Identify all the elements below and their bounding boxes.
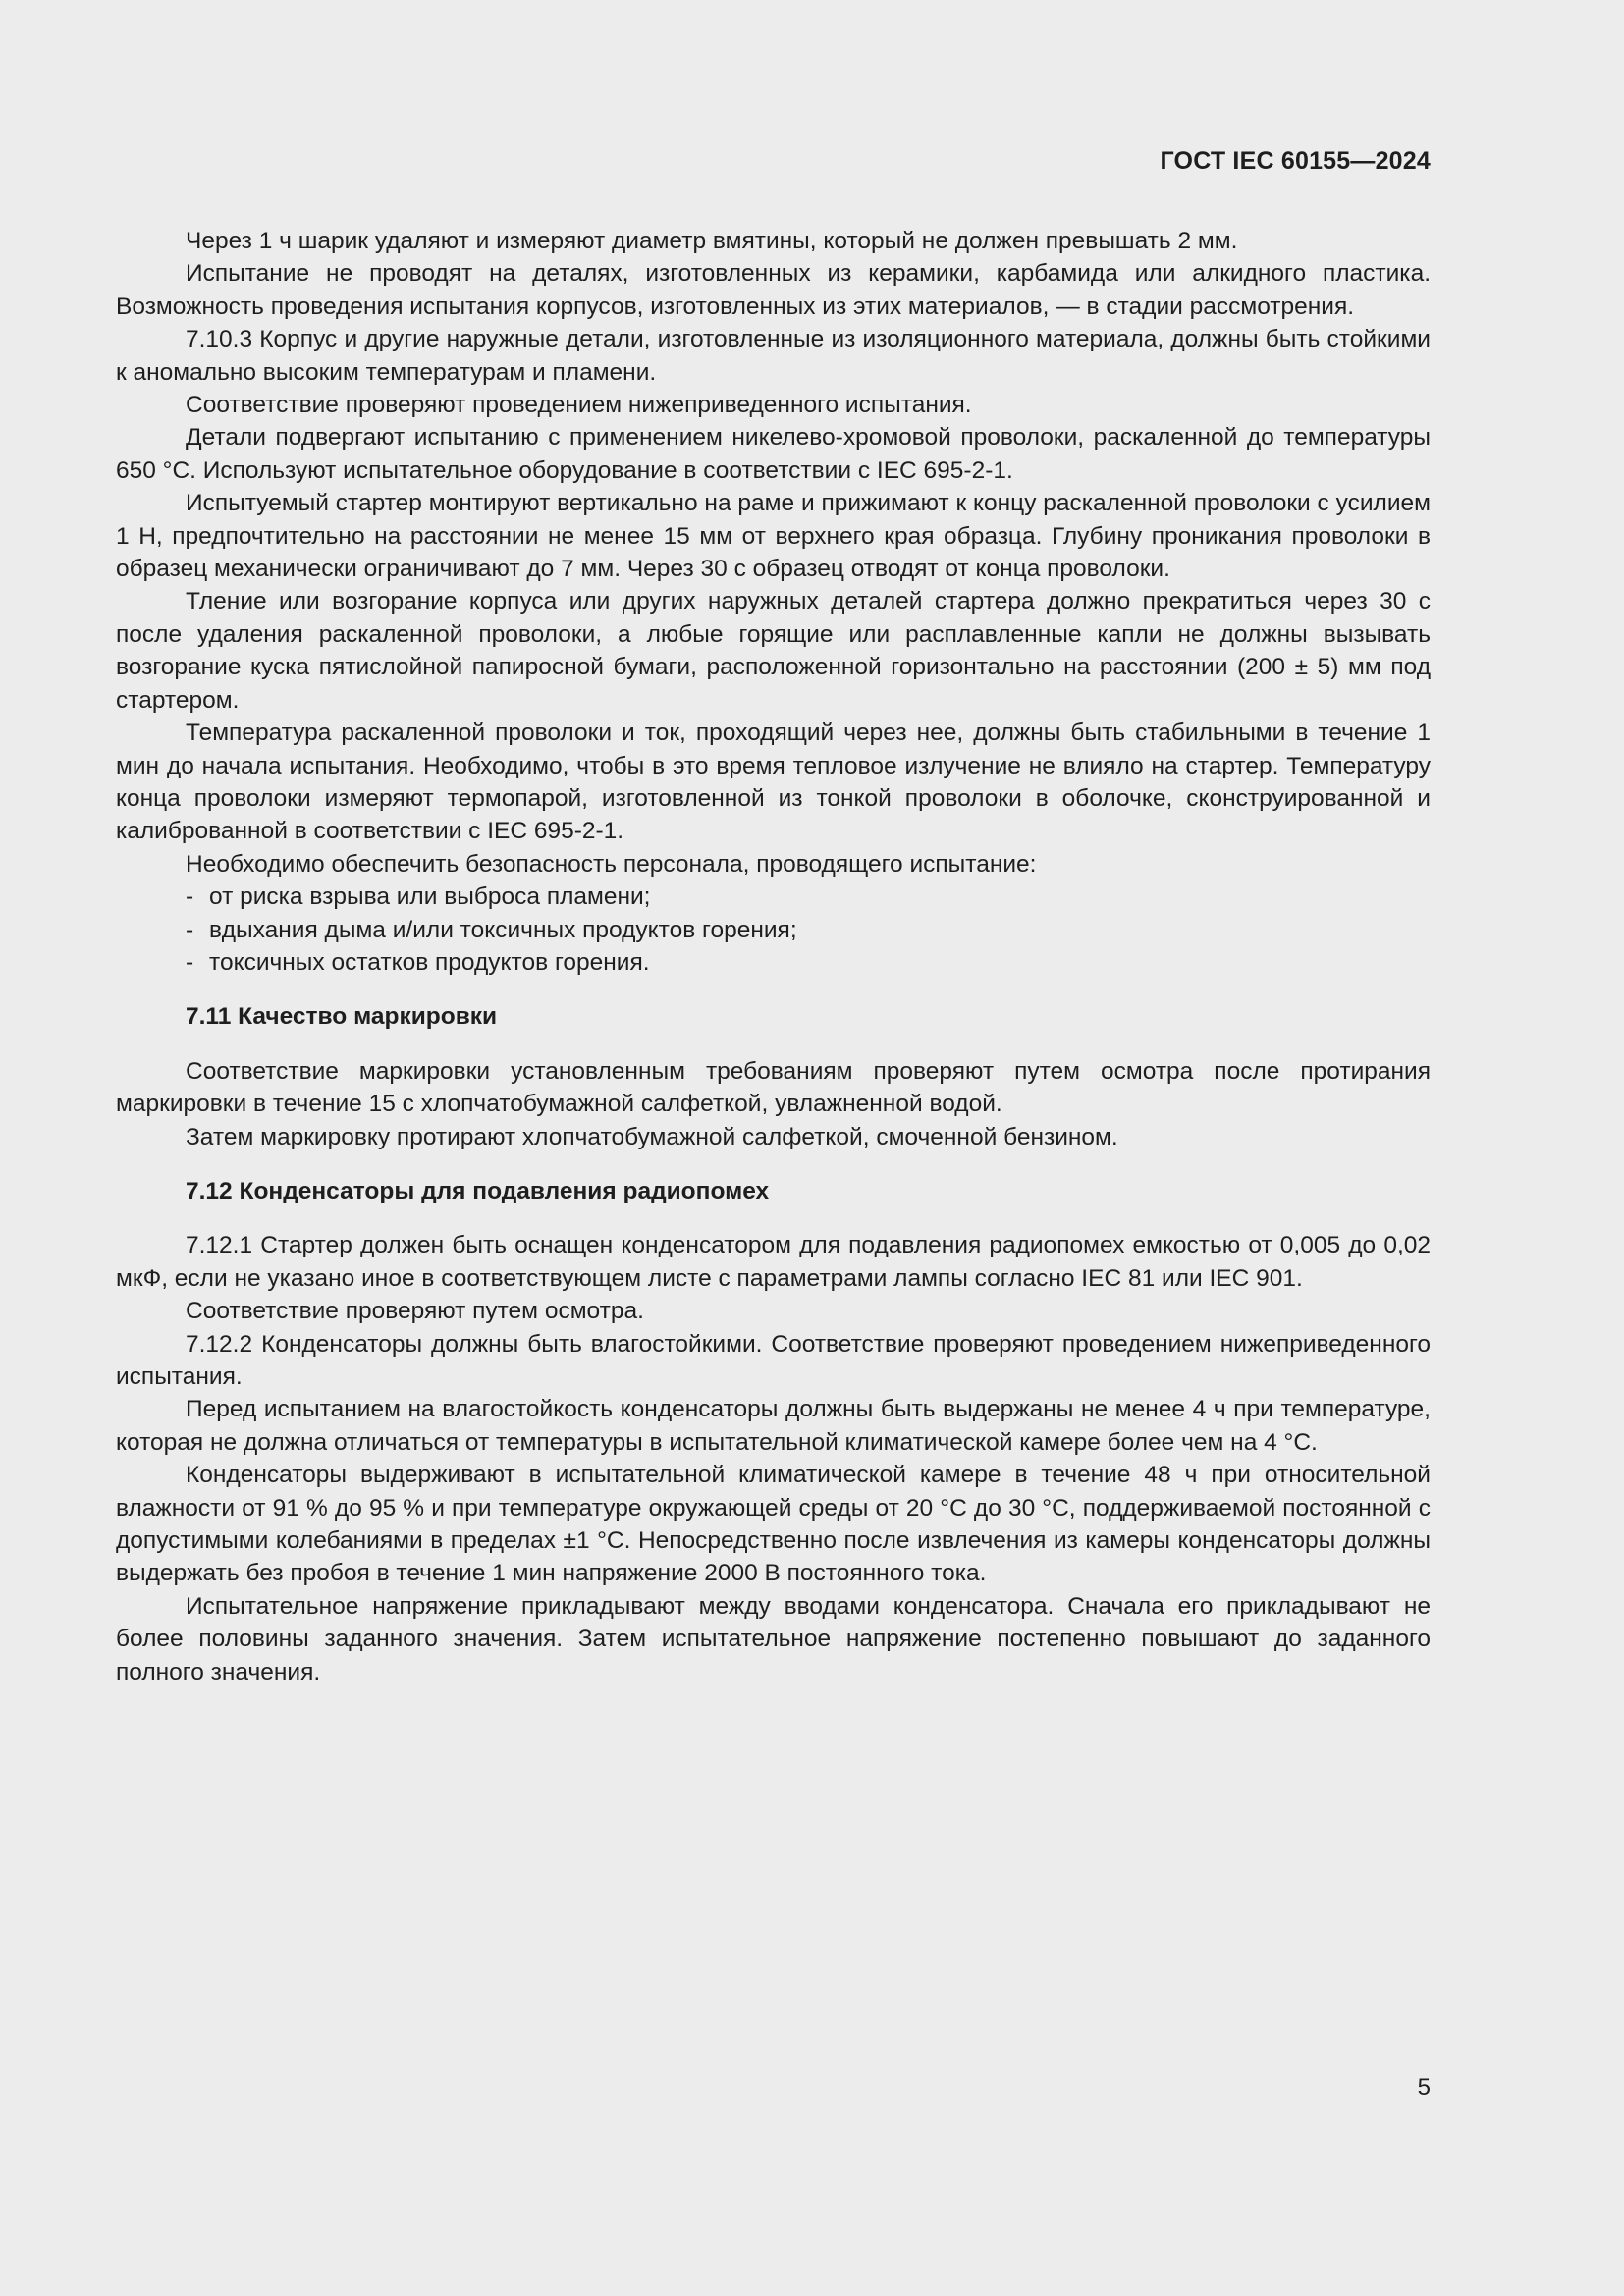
list-item-text: вдыхания дыма и/или токсичных продуктов горения; (209, 916, 797, 943)
list-dash: - (186, 883, 194, 911)
page-body (116, 225, 1431, 1688)
list-item-text: токсичных остатков продуктов горения. (209, 948, 650, 976)
list-dash: - (186, 916, 194, 943)
paragraph: Конденсаторы выдерживают в испытательной климатической камере в течение 48 ч при относительной влажности от 91 % до 95 % и при температуре окружающей среды от 20 °С до 30 °С, поддерживаемой постоянной с допустимыми колебаниями в пределах ±1 °С. Непосредственно после извлечения из камеры конденсаторы должны выдержать без пробоя в течение 1 мин напряжение 2000 В постоянного тока. (116, 1462, 1431, 1587)
paragraph: Испытание не проводят на деталях, изготовленных из керамики, карбамида или алкидного пластика. Возможность проведения испытания корпусов, изготовленных из этих материалов, — в стадии рассмотрения. (116, 260, 1431, 320)
page-number: 5 (1417, 2074, 1431, 2101)
paragraph: Необходимо обеспечить безопасность персонала, проводящего испытание: (186, 850, 1037, 878)
section-heading-7-12: 7.12 Конденсаторы для подавления радиопомех (186, 1177, 770, 1204)
paragraph: Тление или возгорание корпуса или других наружных деталей стартера должно прекратиться через 30 с после удаления раскаленной проволоки, а любые горящие или расплавленные капли не должны вызывать возгорание куска пятислойной папиросной бумаги, расположенной горизонтально на расстоянии (200 ± 5) мм под стартером. (116, 588, 1431, 714)
safety-list (116, 881, 1431, 979)
paragraph: 7.10.3 Корпус и другие наружные детали, изготовленные из изоляционного материала, должны быть стойкими к аномально высоким температурам и пламени. (116, 326, 1431, 386)
paragraph: Детали подвергают испытанию с применением никелево-хромовой проволоки, раскаленной до температуры 650 °С. Используют испытательное оборудование в соответствии с IEC 695-2-1. (116, 424, 1431, 484)
paragraph: Температура раскаленной проволоки и ток, проходящий через нее, должны быть стабильными в течение 1 мин до начала испытания. Необходимо, чтобы в это время тепловое излучение не влияло на стартер. Температуру конца проволоки измеряют термопарой, изготовленной из тонкой проволоки в оболочке, сконструированной и калиброванной в соответствии с IEC 695-2-1. (116, 720, 1431, 845)
paragraph: Соответствие проверяют путем осмотра. (186, 1298, 644, 1325)
paragraph: Через 1 ч шарик удаляют и измеряют диаметр вмятины, который не должен превышать 2 мм. (186, 228, 1238, 254)
paragraph: 7.12.1 Стартер должен быть оснащен конденсатором для подавления радиопомех емкостью от 0,005 до 0,02 мкФ, если не указано иное в соответствующем листе с параметрами лампы согласно IEC 81 или IEC 901. (116, 1232, 1431, 1292)
paragraph: 7.12.2 Конденсаторы должны быть влагостойкими. Соответствие проверяют проведением нижеприведенного испытания. (116, 1330, 1431, 1390)
section-heading-7-11: 7.11 Качество маркировки (186, 1003, 498, 1031)
list-item (116, 881, 1431, 913)
paragraph: Соответствие маркировки установленным требованиям проверяют путем осмотра после протирания маркировки в течение 15 с хлопчатобумажной салфеткой, увлажненной водой. (116, 1057, 1431, 1118)
paragraph: Затем маркировку протирают хлопчатобумажной салфеткой, смоченной бензином. (186, 1123, 1118, 1150)
paragraph: Испытательное напряжение прикладывают между вводами конденсатора. Сначала его прикладывают не более половины заданного значения. Затем испытательное напряжение постепенно повышают до заданного полного значения. (116, 1592, 1431, 1685)
list-item-text: от риска взрыва или выброса пламени; (209, 883, 651, 911)
list-item (116, 914, 1431, 946)
list-dash: - (186, 948, 194, 976)
paragraph: Испытуемый стартер монтируют вертикально на раме и прижимают к концу раскаленной проволоки с усилием 1 Н, предпочтительно на расстоянии не менее 15 мм от верхнего края образца. Глубину проникания проволоки в образец механически ограничивают до 7 мм. Через 30 с образец отводят от конца проволоки. (116, 490, 1431, 583)
document-header: ГОСТ IEC 60155—2024 (1160, 147, 1431, 175)
paragraph: Соответствие проверяют проведением нижеприведенного испытания. (186, 392, 972, 419)
paragraph: Перед испытанием на влагостойкость конденсаторы должны быть выдержаны не менее 4 ч при температуре, которая не должна отличаться от температуры в испытательной климатической камере более чем на 4 °С. (116, 1396, 1431, 1456)
list-item (116, 946, 1431, 979)
